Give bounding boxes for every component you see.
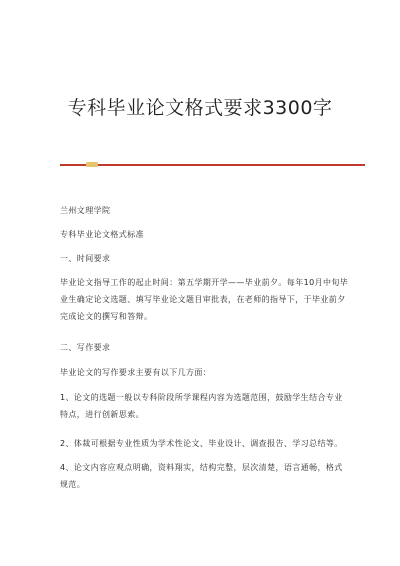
section-heading-writing: 二、写作要求 xyxy=(60,343,111,352)
institution-name: 兰州文理学院 xyxy=(60,206,111,215)
standard-heading: 专科毕业论文格式标准 xyxy=(60,230,144,239)
paragraph-writing-intro: 毕业论文的写作要求主要有以下几方面： xyxy=(60,368,212,377)
divider-accent-mark xyxy=(86,162,98,167)
document-title: 专科毕业论文格式要求3300字 xyxy=(67,97,333,119)
title-divider xyxy=(60,164,365,166)
section-heading-time: 一、时间要求 xyxy=(60,254,111,263)
list-item-2: 2、体裁可根据专业性质为学术性论文、毕业设计、调查报告、学习总结等。 xyxy=(60,439,343,448)
list-item-4: 4、论文内容应观点明确，资料翔实，结构完整，层次清楚，语言通畅，格式规范。 xyxy=(60,463,343,489)
paragraph-time-requirements: 毕业论文指导工作的起止时间：第五学期开学——毕业前夕。每年10月中旬毕业生确定论文选题、填写毕业论文题目审批表，在老师的指导下，于毕业前夕完成论文的撰写和答辩。 xyxy=(60,278,349,321)
list-item-1: 1、论文的选题一般以专科阶段所学课程内容为选题范围，鼓励学生结合专业特点，进行创新思索。 xyxy=(60,393,343,419)
